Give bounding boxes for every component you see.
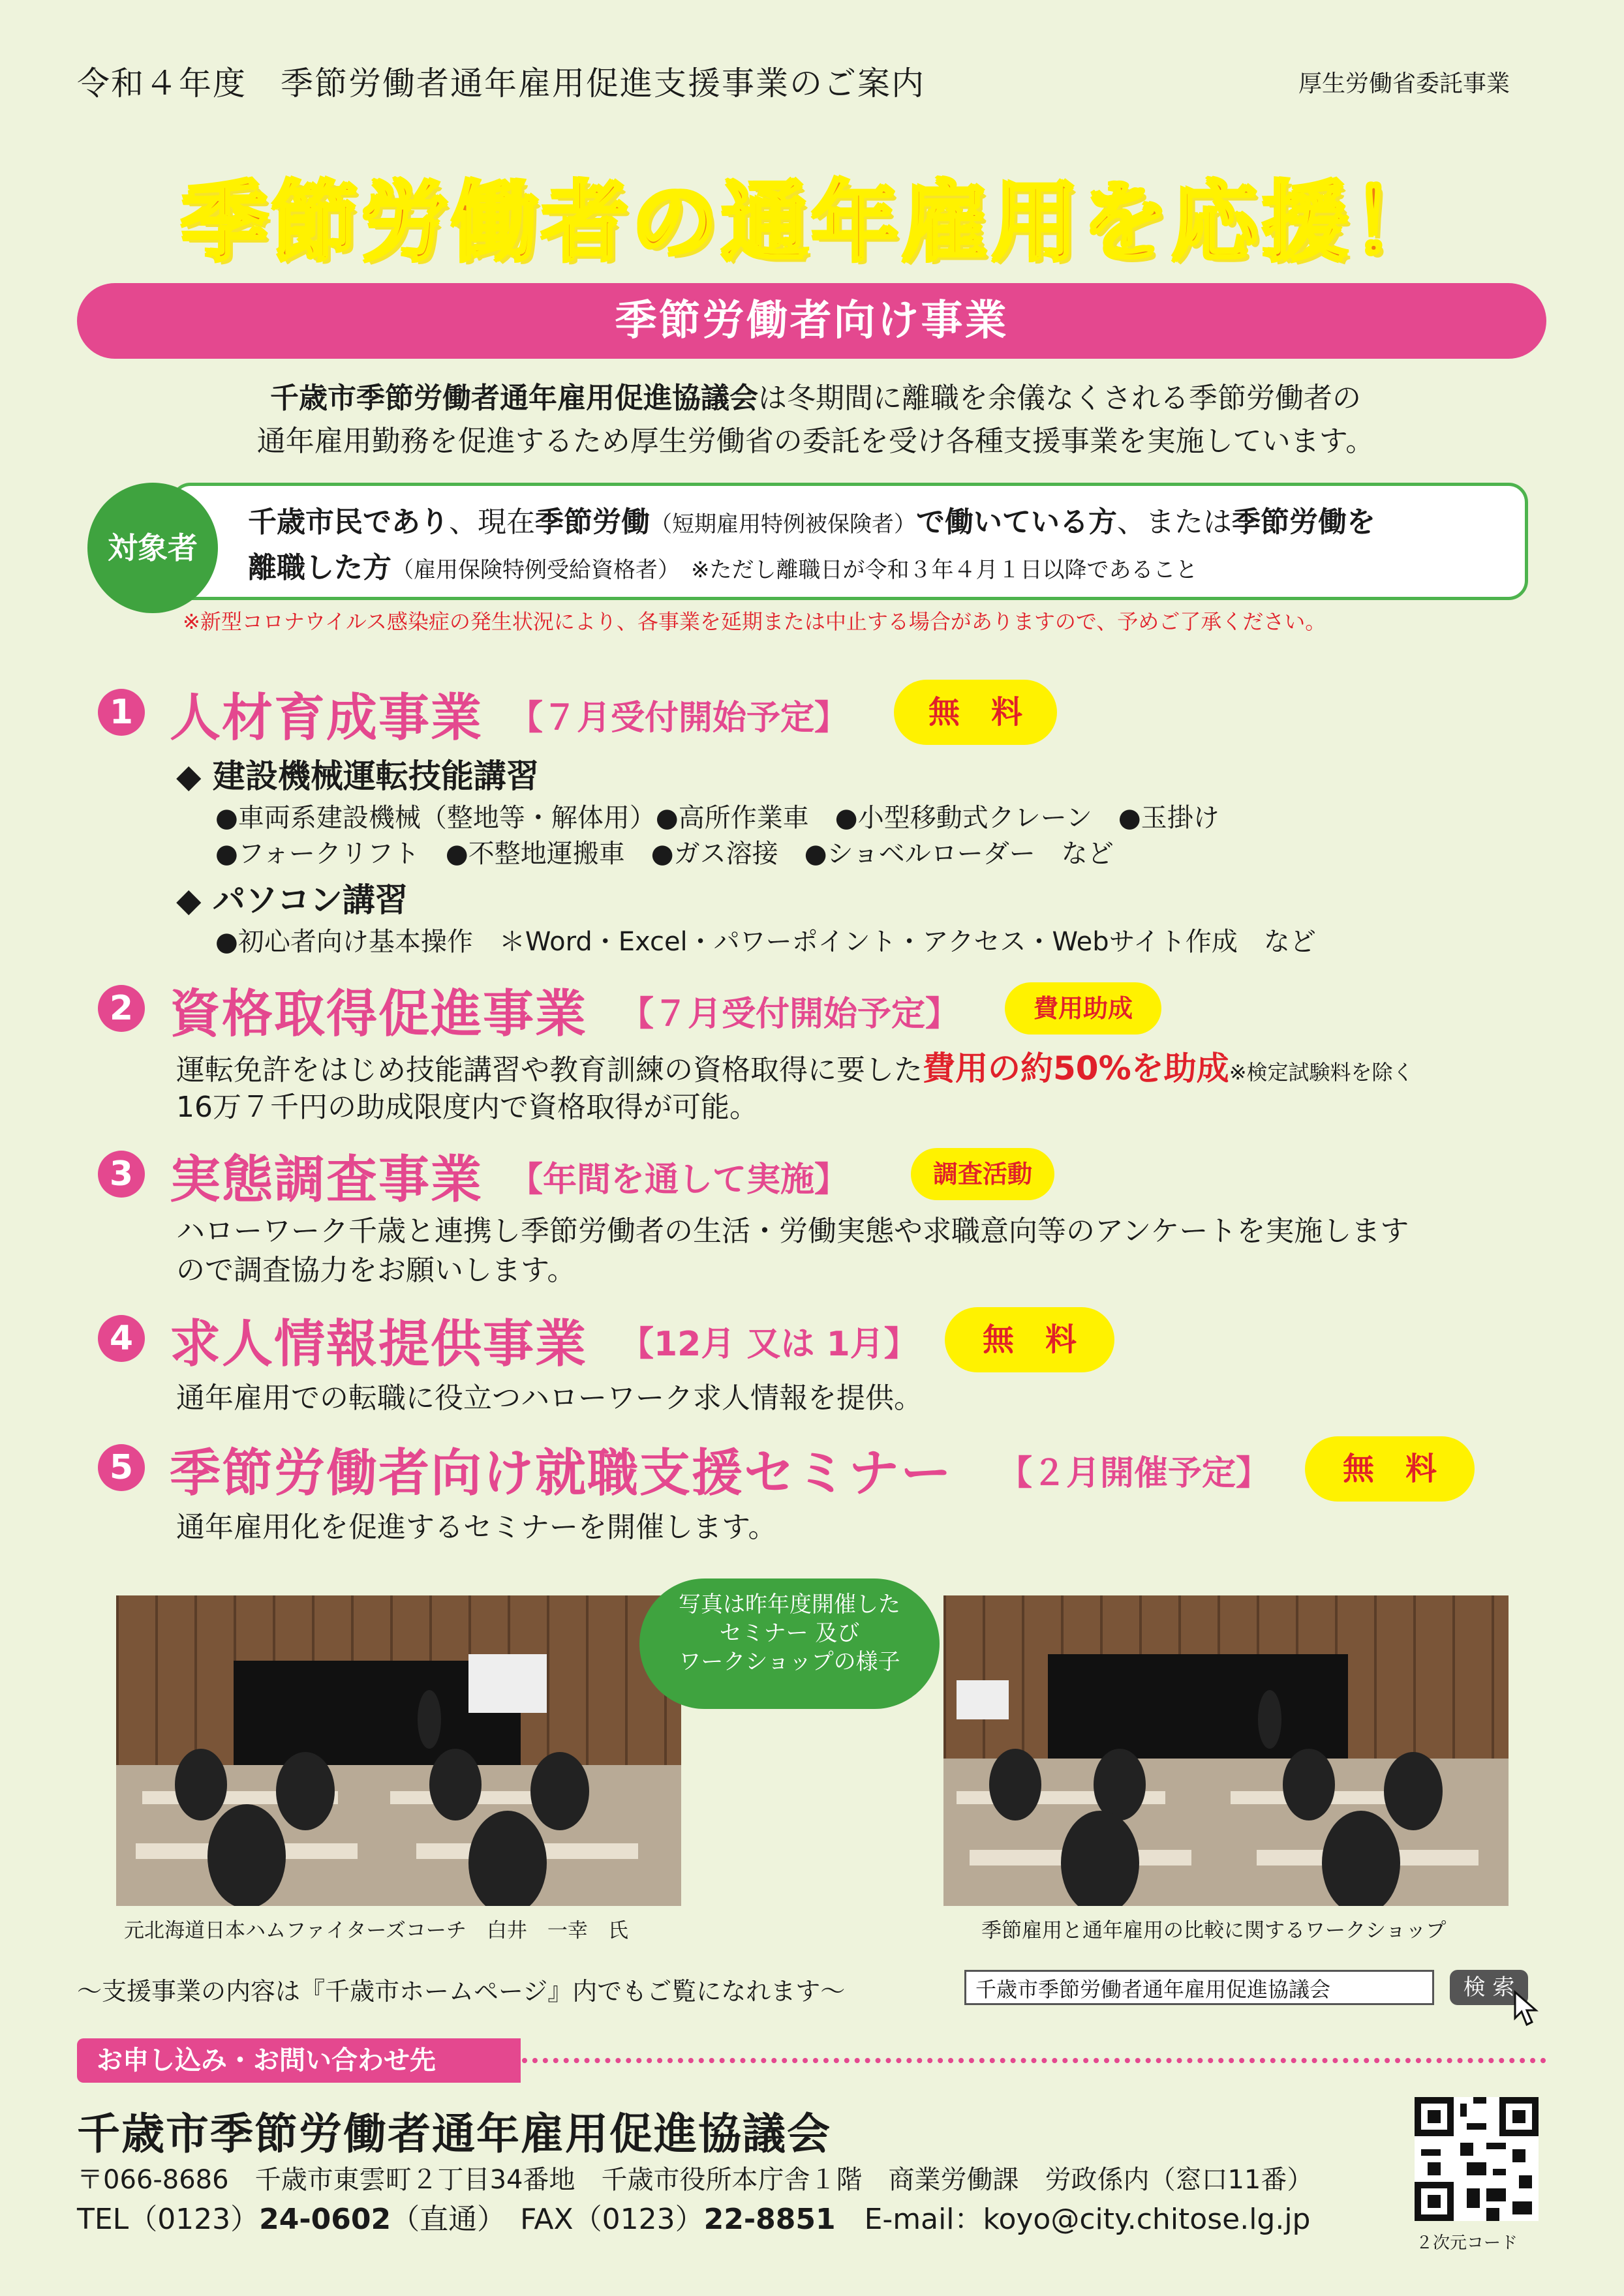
contact-label: お申し込み・お問い合わせ先 [77, 2038, 521, 2083]
cursor-icon [1512, 1989, 1545, 2031]
photo-bubble [639, 1578, 940, 1709]
target-text: 、または [1117, 506, 1232, 539]
photo-caption-right: 季節雇用と通年雇用の比較に関するワークショップ [981, 1919, 1447, 1942]
section-text: 通年雇用での転職に役立つハローワーク求人情報を提供。 [176, 1382, 923, 1415]
target-text: （雇用保険特例受給資格者） ※ただし離職日が令和３年４月１日以降であること [391, 557, 1198, 583]
photo-caption-left: 元北海道日本ハムファイターズコーチ 白井 一幸 氏 [124, 1919, 628, 1942]
section-number: 2 [98, 985, 145, 1032]
bullet-line: ●車両系建設機械（整地等・解体用）●高所作業車 ●小型移動式クレーン ●玉掛け [215, 803, 1219, 833]
subheading: ◆ 建設機械運転技能講習 [176, 757, 539, 795]
target-text: 季節労働 [535, 506, 650, 539]
qr-code-icon [1415, 2097, 1539, 2221]
target-text: 、現在 [449, 506, 535, 539]
section-title: 資格取得促進事業 [170, 985, 588, 1044]
free-badge: 無 料 [894, 680, 1057, 745]
section-title: 季節労働者向け就職支援セミナー [170, 1444, 953, 1503]
intro-org: 千歳市季節労働者通年雇用促進協議会 [270, 382, 758, 415]
highlight-text: 費用の約50%を助成 [923, 1050, 1229, 1087]
bubble-line: セミナー 及び [719, 1620, 860, 1646]
header-sponsor: 厚生労働省委託事業 [1298, 70, 1510, 97]
phone-number: 24-0602 [259, 2203, 391, 2236]
bubble-line: 写真は昨年度開催した [679, 1592, 900, 1618]
qr-label: ２次元コード [1416, 2233, 1518, 2253]
phone-label: TEL（0123） [77, 2203, 260, 2236]
section-number: 5 [98, 1444, 145, 1491]
address: 〒066-8686 千歳市東雲町２丁目34番地 千歳市役所本庁舎１階 商業労働課 労政係内（窓口11番） [77, 2165, 1313, 2195]
intro-line1: は冬期間に離職を余儀なくされる季節労働者の [758, 382, 1361, 415]
section-text: 通年雇用化を促進するセミナーを開催します。 [176, 1511, 777, 1544]
section-number: 3 [98, 1151, 145, 1198]
seminar-photo [116, 1595, 681, 1906]
fax-label: （直通） FAX（0123） [391, 2203, 704, 2236]
main-title: 季節労働者の通年雇用を応援！ [181, 173, 1443, 273]
subheading: ◆ パソコン講習 [176, 881, 408, 919]
section-text: 運転免許をはじめ技能講習や教育訓練の資格取得に要した [176, 1053, 923, 1087]
section-title: 人材育成事業 [170, 689, 483, 748]
covid-note: ※新型コロナウイルス感染症の発生状況により、各事業を延期または中止する場合がありますので、予めご了承ください。 [183, 609, 1326, 634]
target-label: 対象者 [87, 483, 218, 613]
bubble-line: ワークショップの様子 [679, 1649, 900, 1675]
section-title: 実態調査事業 [170, 1151, 483, 1209]
section-schedule: 【２月開催予定】 [998, 1454, 1270, 1493]
contact-phone [77, 2196, 1311, 2237]
section-schedule: 【12月 又は 1月】 [620, 1325, 918, 1364]
section-text: ので調査協力をお願いします。 [176, 1254, 576, 1287]
dotted-divider [522, 2058, 1546, 2063]
section-band: 季節労働者向け事業 [77, 283, 1546, 359]
email: E-mail：koyo@city.chitose.lg.jp [835, 2203, 1311, 2236]
target-text: 千歳市民であり [248, 506, 449, 539]
section-text: 16万７千円の助成限度内で資格取得が可能。 [176, 1091, 758, 1124]
section-text [176, 1049, 1414, 1092]
section-schedule: 【７月受付開始予定】 [620, 995, 960, 1034]
target-text: （短期雇用特例被保険者） [650, 511, 916, 537]
intro-text [130, 377, 1501, 463]
subsidy-badge: 費用助成 [1005, 982, 1161, 1035]
section-note: ※検定試験料を除く [1229, 1060, 1414, 1085]
target-text: 離職した方 [248, 551, 391, 584]
search-button[interactable]: 検 索 [1450, 1970, 1528, 2005]
target-line2 [248, 544, 1198, 586]
workshop-photo [943, 1595, 1509, 1906]
survey-badge: 調査活動 [911, 1148, 1054, 1200]
target-line1 [248, 498, 1375, 540]
section-schedule: 【７月受付開始予定】 [509, 699, 849, 738]
bullet-line: ●初心者向け基本操作 ＊Word・Excel・パワーポイント・アクセス・Webサイト作成 など [215, 927, 1316, 957]
section-title: 求人情報提供事業 [170, 1315, 588, 1374]
free-badge: 無 料 [1305, 1436, 1475, 1502]
search-input[interactable]: 千歳市季節労働者通年雇用促進協議会 [964, 1970, 1434, 2005]
free-badge: 無 料 [945, 1307, 1114, 1372]
intro-line2: 通年雇用勤務を促進するため厚生労働省の委託を受け各種支援事業を実施しています。 [256, 425, 1375, 458]
header-title: 令和４年度 季節労働者通年雇用促進支援事業のご案内 [77, 65, 925, 102]
search-lead: 〜支援事業の内容は『千歳市ホームページ』内でもご覧になれます〜 [77, 1977, 846, 2006]
org-name: 千歳市季節労働者通年雇用促進協議会 [77, 2109, 831, 2159]
section-number: 4 [98, 1315, 145, 1362]
target-text: で働いている方 [916, 506, 1117, 539]
section-schedule: 【年間を通して実施】 [509, 1160, 849, 1200]
bullet-line: ●フォークリフト ●不整地運搬車 ●ガス溶接 ●ショベルローダー など [215, 839, 1114, 869]
section-number: 1 [98, 689, 145, 736]
section-text: ハローワーク千歳と連携し季節労働者の生活・労働実態や求職意向等のアンケートを実施します [176, 1215, 1409, 1248]
target-text: 季節労働を [1232, 506, 1375, 539]
fax-number: 22-8851 [703, 2203, 836, 2236]
